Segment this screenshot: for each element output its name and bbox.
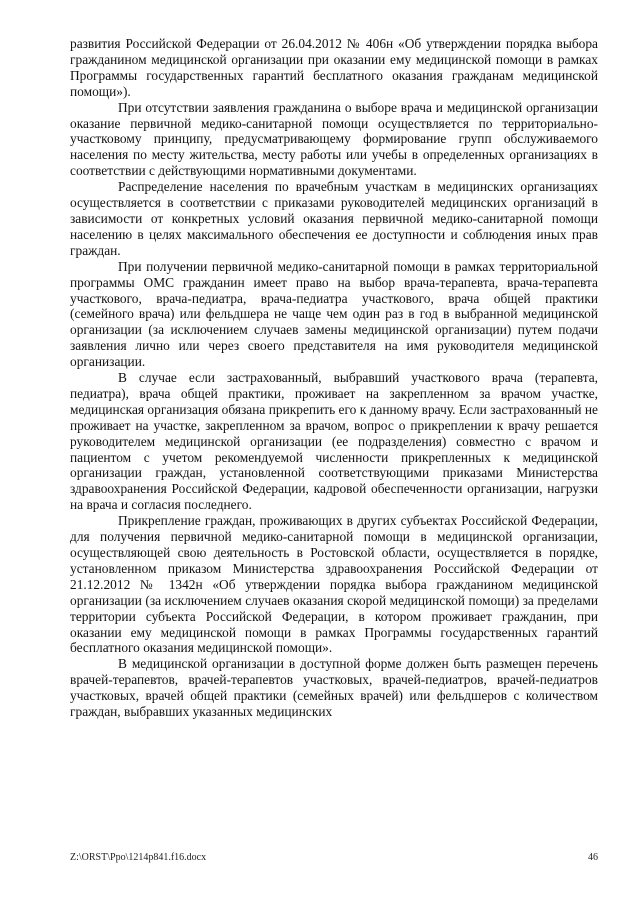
paragraph-continuation: развития Российской Федерации от 26.04.2012 № 406н «Об утверждении порядка выбора гражданином медицинской организации при оказании ему медицинской помощи в рамках Программы государственных гарантий бесплатного оказания гражданам медицинской помощи»). <box>70 36 598 99</box>
page-number: 46 <box>588 852 598 863</box>
paragraph-attachment-rules: В случае если застрахованный, выбравший участкового врача (терапевта, педиатра), врача общей практики, проживает на закрепленном за врачом участке, медицинская организация обязана прикрепить его к данному врачу. Если застрахованный не проживает на участке, закрепленном за врачом, вопрос о прикреплении к врачу решается руководителем медицинской организации (ее подразделения) совместно с врачом и пациентом с учетом рекомендуемой численности прикрепленных к медицинской организации граждан, установленной соответствующими приказами Министерства здравоохранения Российской Федерации, кадровой обеспеченности организации, нагрузки на врача и согласия последнего. <box>70 370 598 513</box>
footer-file-path: Z:\ORST\Ppo\1214p841.f16.docx <box>70 852 207 863</box>
paragraph-choice-of-doctor: При получении первичной медико-санитарной помощи в рамках территориальной программы ОМС гражданин имеет право на выбор врача-терапевта, врача-терапевта участкового, врача-педиатра, врача-педиатра участкового, врача общей практики (семейного врача) или фельдшера не чаще чем один раз в год в выбранной медицинской организации (за исключением случаев замены медицинской организации) путем подачи заявления лично или через своего представителя на имя руководителя медицинской организации. <box>70 258 598 370</box>
paragraph-distribution: Распределение населения по врачебным участкам в медицинских организациях осуществляется в соответствии с приказами руководителей медицинских организаций в зависимости от конкретных условий оказания первичной медико-санитарной помощи населению в целях максимального обеспечения ее доступности и соблюдения иных прав граждан. <box>70 179 598 258</box>
document-body <box>70 36 598 720</box>
paragraph-other-regions: Прикрепление граждан, проживающих в других субъектах Российской Федерации, для получения первичной медико-санитарной помощи в медицинской организации, осуществляющей свою деятельность в Ростовской области, осуществляется в порядке, установленном приказом Министерства здравоохранения Российской Федерации от 21.12.2012 № 1342н «Об утверждении порядка выбора гражданином медицинской организации (за исключением случаев оказания скорой медицинской помощи) за пределами территории субъекта Российской Федерации, в котором проживает гражданин, при оказании ему медицинской помощи в рамках Программы государственных гарантий бесплатного оказания медицинской помощи». <box>70 513 598 656</box>
paragraph-list-of-doctors: В медицинской организации в доступной форме должен быть размещен перечень врачей-терапевтов, врачей-терапевтов участковых, врачей-педиатров, врачей-педиатров участковых, врачей общей практики (семейных врачей) или фельдшеров с количеством граждан, выбравших указанных медицинских <box>70 656 598 720</box>
paragraph-no-application: При отсутствии заявления гражданина о выборе врача и медицинской организации оказание первичной медико-санитарной помощи осуществляется по территориально-участковому принципу, предусматривающему формирование групп обслуживаемого населения по месту жительства, месту работы или учебы в определенных организациях в соответствии с действующими нормативными документами. <box>70 99 598 179</box>
